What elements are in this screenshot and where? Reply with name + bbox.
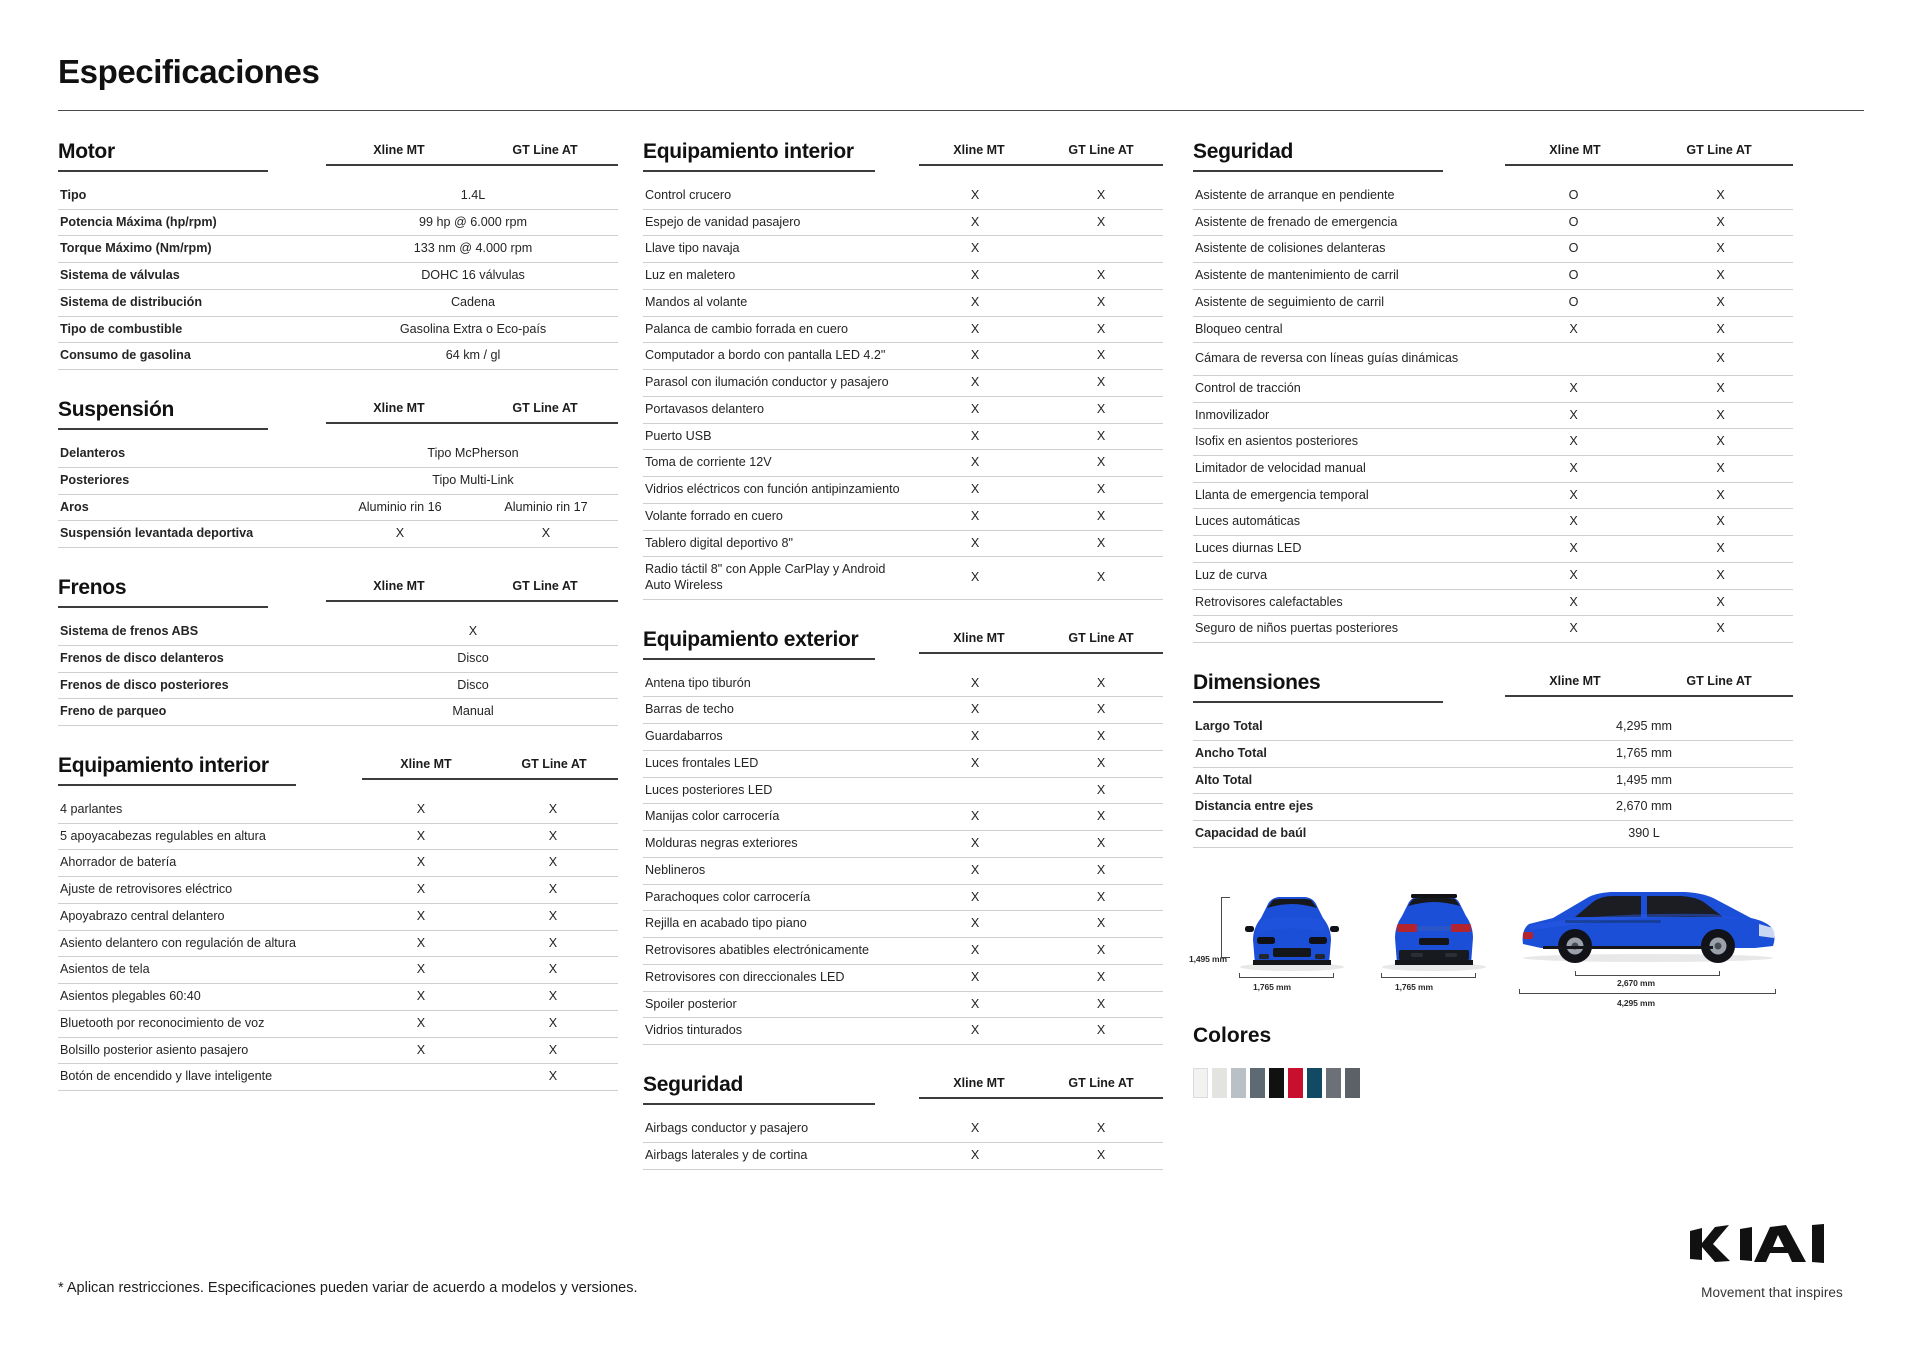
table-row: Barras de techo X X [643, 697, 1163, 724]
column-3 [1189, 140, 1793, 1098]
table-row: Computador a bordo con pantalla LED 4.2" X X [643, 343, 1163, 370]
table-row: Torque Máximo (Nm/rpm) 133 nm @ 4.000 rpm [58, 236, 618, 263]
tick [1719, 971, 1720, 976]
table-row: Freno de parqueo Manual [58, 699, 618, 726]
color-swatch-7[interactable] [1307, 1068, 1322, 1098]
length-line [1519, 993, 1775, 994]
tick [1381, 973, 1382, 978]
table-row: Luces automáticas X X [1193, 509, 1793, 536]
table-row: Luz de curva X X [1193, 562, 1793, 589]
column-header-xline: Xline MT [1505, 143, 1645, 166]
table-row: Capacidad de baúl 390 L [1193, 821, 1793, 848]
table-row: Control de tracción X X [1193, 375, 1793, 402]
column-header-gtline: GT Line AT [1039, 631, 1163, 654]
section-frenos [58, 576, 618, 726]
table-row: Limitador de velocidad manual X X [1193, 456, 1793, 483]
kia-logo-icon [1682, 1219, 1862, 1271]
column-header-xline: Xline MT [326, 579, 472, 602]
table-row: Ajuste de retrovisores eléctrico X X [58, 877, 618, 904]
table-row: Parachoques color carrocería X X [643, 884, 1163, 911]
table-row: Sistema de válvulas DOHC 16 válvulas [58, 263, 618, 290]
table-row: Bolsillo posterior asiento pasajero X X [58, 1037, 618, 1064]
section-suspension [58, 398, 618, 548]
column-header-gtline: GT Line AT [472, 579, 618, 602]
frenos-table [58, 619, 618, 726]
table-row: Tipo de combustible Gasolina Extra o Eco-país [58, 316, 618, 343]
table-row: Potencia Máxima (hp/rpm) 99 hp @ 6.000 rpm [58, 209, 618, 236]
section-header [1193, 140, 1793, 176]
section-equipamiento-interior-1 [58, 754, 618, 1091]
table-row: Asiento delantero con regulación de altura X X [58, 930, 618, 957]
table-row: Cámara de reversa con líneas guías dinámicas X [1193, 343, 1793, 375]
section-dimensiones [1193, 671, 1793, 848]
front-width-line [1239, 977, 1333, 978]
column-1 [58, 140, 618, 1105]
section-title: Dimensiones [1193, 671, 1443, 703]
section-colores [1193, 1002, 1793, 1098]
table-row: Consumo de gasolina 64 km / gl [58, 343, 618, 370]
section-equipamiento-interior-2 [643, 140, 1163, 600]
table-row: Ancho Total 1,765 mm [1193, 740, 1793, 767]
table-row: Sistema de frenos ABS X [58, 619, 618, 645]
table-row: Llanta de emergencia temporal X X [1193, 482, 1793, 509]
table-row: Luces posteriores LED X [643, 777, 1163, 804]
section-title: Equipamiento interior [643, 140, 875, 172]
table-row: Largo Total 4,295 mm [1193, 714, 1793, 740]
table-row: Portavasos delantero X X [643, 396, 1163, 423]
section-title: Seguridad [643, 1073, 875, 1105]
table-row: Vidrios eléctricos con función antipinzamiento X X [643, 477, 1163, 504]
section-title: Motor [58, 140, 268, 172]
car-side-view [1513, 886, 1783, 964]
car-front-view [1233, 890, 1351, 972]
title-divider [58, 110, 1864, 111]
exterior-table [643, 671, 1163, 1045]
column-header-gtline: GT Line AT [1645, 143, 1793, 166]
table-row: Parasol con ilumación conductor y pasajero X X [643, 370, 1163, 397]
seguridad-table-2 [643, 1116, 1163, 1169]
section-header [58, 398, 618, 434]
brand-logo-block [1682, 1219, 1862, 1300]
section-header [1193, 671, 1793, 707]
dim-label-distancia-ejes: 2,670 mm [1617, 977, 1655, 988]
dimension-diagrams [1189, 874, 1793, 1008]
table-row: Airbags conductor y pasajero X X [643, 1116, 1163, 1142]
column-header-xline: Xline MT [326, 401, 472, 424]
table-row: Botón de encendido y llave inteligente X [58, 1064, 618, 1091]
tick [1475, 973, 1476, 978]
table-row: Asistente de colisiones delanteras O X [1193, 236, 1793, 263]
table-row: Vidrios tinturados X X [643, 1018, 1163, 1045]
table-row: Distancia entre ejes 2,670 mm [1193, 794, 1793, 821]
table-row: Espejo de vanidad pasajero X X [643, 209, 1163, 236]
table-row: Luces diurnas LED X X [1193, 536, 1793, 563]
section-title: Suspensión [58, 398, 268, 430]
table-row: Radio táctil 8" con Apple CarPlay y Android Auto Wireless X X [643, 557, 1163, 599]
tick [1333, 973, 1334, 978]
table-row: Asientos de tela X X [58, 957, 618, 984]
table-row: Bluetooth por reconocimiento de voz X X [58, 1010, 618, 1037]
page-title: Especificaciones [58, 53, 320, 90]
table-row: Neblineros X X [643, 857, 1163, 884]
section-equipamiento-exterior [643, 628, 1163, 1045]
table-row: Mandos al volante X X [643, 289, 1163, 316]
color-swatch-3[interactable] [1231, 1068, 1246, 1098]
tick [1775, 989, 1776, 994]
column-header-gtline: GT Line AT [490, 757, 618, 780]
color-swatch-9[interactable] [1345, 1068, 1360, 1098]
table-row: Tablero digital deportivo 8" X X [643, 530, 1163, 557]
car-rear-view [1375, 890, 1493, 972]
section-header [58, 754, 618, 790]
table-row: Toma de corriente 12V X X [643, 450, 1163, 477]
section-header [643, 140, 1163, 176]
table-row: Asientos plegables 60:40 X X [58, 984, 618, 1011]
suspension-table [58, 441, 618, 548]
color-swatch-2[interactable] [1212, 1068, 1227, 1098]
table-row: Frenos de disco delanteros Disco [58, 645, 618, 672]
color-swatch-1[interactable] [1193, 1068, 1208, 1098]
section-title: Frenos [58, 576, 268, 608]
table-row: Ahorrador de batería X X [58, 850, 618, 877]
section-seguridad-3 [1193, 140, 1793, 643]
tick [1519, 989, 1520, 994]
interior-table-2 [643, 183, 1163, 600]
table-row: Bloqueo central X X [1193, 316, 1793, 343]
brand-tagline: Movement that inspires [1701, 1285, 1843, 1300]
table-row: Alto Total 1,495 mm [1193, 767, 1793, 794]
column-header-xline: Xline MT [362, 757, 490, 780]
table-row: Llave tipo navaja X [643, 236, 1163, 263]
motor-table [58, 183, 618, 370]
section-header [58, 140, 618, 176]
dimensiones-table [1193, 714, 1793, 848]
table-row: Antena tipo tiburón X X [643, 671, 1163, 697]
table-row: Seguro de niños puertas posteriores X X [1193, 616, 1793, 643]
table-row: Volante forrado en cuero X X [643, 503, 1163, 530]
table-row: Inmovilizador X X [1193, 402, 1793, 429]
column-2 [643, 140, 1163, 1184]
rear-width-line [1381, 977, 1475, 978]
colores-title: Colores [1193, 1023, 1272, 1047]
table-row: Asistente de mantenimiento de carril O X [1193, 263, 1793, 290]
table-row: Asistente de seguimiento de carril O X [1193, 289, 1793, 316]
table-row: Luces frontales LED X X [643, 750, 1163, 777]
tick [1239, 973, 1240, 978]
table-row: Control crucero X X [643, 183, 1163, 209]
column-header-gtline: GT Line AT [472, 401, 618, 424]
column-header-xline: Xline MT [1505, 674, 1645, 697]
table-row: Tipo 1.4L [58, 183, 618, 209]
table-row: Airbags laterales y de cortina X X [643, 1142, 1163, 1169]
color-swatch-6[interactable] [1288, 1068, 1303, 1098]
section-title: Equipamiento exterior [643, 628, 875, 660]
height-dim-tick-top [1221, 897, 1230, 898]
tick [1575, 971, 1576, 976]
table-row: Palanca de cambio forrada en cuero X X [643, 316, 1163, 343]
table-row: Retrovisores abatibles electrónicamente X X [643, 938, 1163, 965]
spec-columns [0, 140, 1920, 1184]
dim-label-ancho-frontal: 1,765 mm [1253, 981, 1291, 992]
table-row: Retrovisores con direccionales LED X X [643, 964, 1163, 991]
table-row: Rejilla en acabado tipo piano X X [643, 911, 1163, 938]
table-row: Retrovisores calefactables X X [1193, 589, 1793, 616]
column-header-xline: Xline MT [919, 1076, 1039, 1099]
section-header [643, 628, 1163, 664]
table-row: Manijas color carrocería X X [643, 804, 1163, 831]
color-swatch-8[interactable] [1326, 1068, 1341, 1098]
table-row: Luz en maletero X X [643, 263, 1163, 290]
table-row: Isofix en asientos posteriores X X [1193, 429, 1793, 456]
table-row: Molduras negras exteriores X X [643, 831, 1163, 858]
column-header-xline: Xline MT [326, 143, 472, 166]
table-row: Apoyabrazo central delantero X X [58, 903, 618, 930]
table-row: Asistente de frenado de emergencia O X [1193, 209, 1793, 236]
height-dim-line [1221, 898, 1222, 958]
section-title: Equipamiento interior [58, 754, 296, 786]
dim-label-largo: 4,295 mm [1617, 997, 1655, 1008]
section-header [643, 1073, 1163, 1109]
table-row: Posteriores Tipo Multi-Link [58, 467, 618, 494]
wheelbase-line [1575, 975, 1719, 976]
table-row: Puerto USB X X [643, 423, 1163, 450]
section-seguridad-2 [643, 1073, 1163, 1169]
table-row: Aros Aluminio rin 16 Aluminio rin 17 [58, 494, 618, 521]
column-header-gtline: GT Line AT [1039, 143, 1163, 166]
column-header-gtline: GT Line AT [472, 143, 618, 166]
column-header-gtline: GT Line AT [1645, 674, 1793, 697]
dim-label-alto: 1,495 mm [1189, 953, 1227, 964]
color-swatch-5[interactable] [1269, 1068, 1284, 1098]
table-row: 4 parlantes X X [58, 797, 618, 823]
table-row: 5 apoyacabezas regulables en altura X X [58, 823, 618, 850]
color-swatches [1193, 1068, 1793, 1098]
table-row: Delanteros Tipo McPherson [58, 441, 618, 467]
column-header-gtline: GT Line AT [1039, 1076, 1163, 1099]
footnote: * Aplican restricciones. Especificaciones pueden variar de acuerdo a modelos y versiones. [58, 1280, 638, 1296]
section-header [58, 576, 618, 612]
column-header-xline: Xline MT [919, 631, 1039, 654]
table-row: Asistente de arranque en pendiente O X [1193, 183, 1793, 209]
color-swatch-4[interactable] [1250, 1068, 1265, 1098]
section-title: Seguridad [1193, 140, 1443, 172]
column-header-xline: Xline MT [919, 143, 1039, 166]
table-row: Guardabarros X X [643, 724, 1163, 751]
table-row: Suspensión levantada deportiva X X [58, 521, 618, 548]
table-row: Spoiler posterior X X [643, 991, 1163, 1018]
section-motor [58, 140, 618, 370]
table-row: Frenos de disco posteriores Disco [58, 672, 618, 699]
interior-table-1 [58, 797, 618, 1091]
seguridad-table-3 [1193, 183, 1793, 643]
table-row: Sistema de distribución Cadena [58, 289, 618, 316]
dim-label-ancho-trasero: 1,765 mm [1395, 981, 1433, 992]
